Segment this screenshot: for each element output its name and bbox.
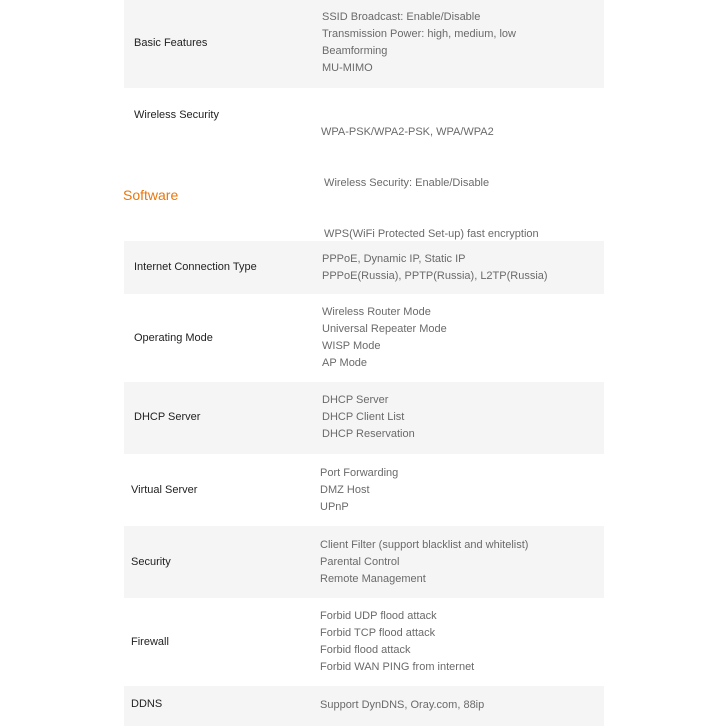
spec-value: Forbid UDP flood attack	[320, 610, 437, 622]
spec-values	[320, 608, 474, 676]
spec-value: Forbid WAN PING from internet	[320, 661, 475, 673]
spec-value: Forbid flood attack	[320, 644, 411, 656]
spec-value: DHCP Client List	[322, 411, 405, 423]
spec-value: PPPoE(Russia), PPTP(Russia), L2TP(Russia)	[322, 270, 548, 282]
spec-row-basic-features	[124, 0, 604, 88]
spec-row-firewall	[124, 598, 604, 686]
spec-label: DDNS	[131, 698, 163, 710]
spec-values	[320, 465, 398, 516]
spec-value: Transmission Power: high, medium, low	[322, 28, 516, 40]
spec-label: Basic Features	[134, 37, 208, 49]
spec-values	[322, 251, 548, 285]
spec-value: UPnP	[320, 501, 349, 513]
spec-values	[322, 392, 415, 443]
spec-value: WPA-PSK/WPA2-PSK, WPA/WPA2	[321, 126, 494, 138]
spec-label: Firewall	[131, 636, 169, 648]
spec-value: MU-MIMO	[322, 62, 373, 74]
spec-label: Virtual Server	[131, 484, 198, 496]
spec-row-internet-connection-type	[124, 241, 604, 294]
spec-value: DMZ Host	[320, 484, 370, 496]
spec-value: Support DynDNS, Oray.com, 88ip	[320, 699, 485, 711]
spec-label: Operating Mode	[134, 332, 213, 344]
spec-value: Universal Repeater Mode	[322, 323, 447, 335]
spec-value: DHCP Reservation	[322, 428, 415, 440]
spec-value: Wireless Router Mode	[322, 306, 431, 318]
spec-values	[322, 304, 447, 372]
spec-value: Beamforming	[322, 45, 388, 57]
spec-label: Internet Connection Type	[134, 261, 257, 273]
spec-row-virtual-server	[124, 454, 604, 526]
spec-row-operating-mode	[124, 294, 604, 382]
section-title-software: Software	[123, 187, 179, 203]
spec-value: WPS(WiFi Protected Set-up) fast encryption	[321, 228, 539, 240]
spec-label: DHCP Server	[134, 411, 201, 423]
spec-value: SSID Broadcast: Enable/Disable	[322, 11, 481, 23]
spec-value: DHCP Server	[322, 394, 389, 406]
spec-row-ddns	[124, 686, 604, 726]
spec-label: Security	[131, 556, 171, 568]
spec-row-security	[124, 526, 604, 598]
spec-value: Parental Control	[320, 556, 400, 568]
spec-row-dhcp-server	[124, 382, 604, 454]
spec-value: Forbid TCP flood attack	[320, 627, 436, 639]
spec-values	[322, 9, 516, 77]
spec-values	[320, 537, 528, 588]
spec-value: Wireless Security: Enable/Disable	[321, 177, 490, 189]
spec-label: Wireless Security	[134, 109, 219, 121]
spec-value: Remote Management	[320, 573, 426, 585]
spec-value: WISP Mode	[322, 340, 381, 352]
spec-value: AP Mode	[322, 357, 368, 369]
spec-value: Client Filter (support blacklist and whitelist)	[320, 539, 529, 551]
spec-values	[320, 697, 484, 714]
spec-value: Port Forwarding	[320, 467, 399, 479]
spec-value: PPPoE, Dynamic IP, Static IP	[322, 253, 466, 265]
